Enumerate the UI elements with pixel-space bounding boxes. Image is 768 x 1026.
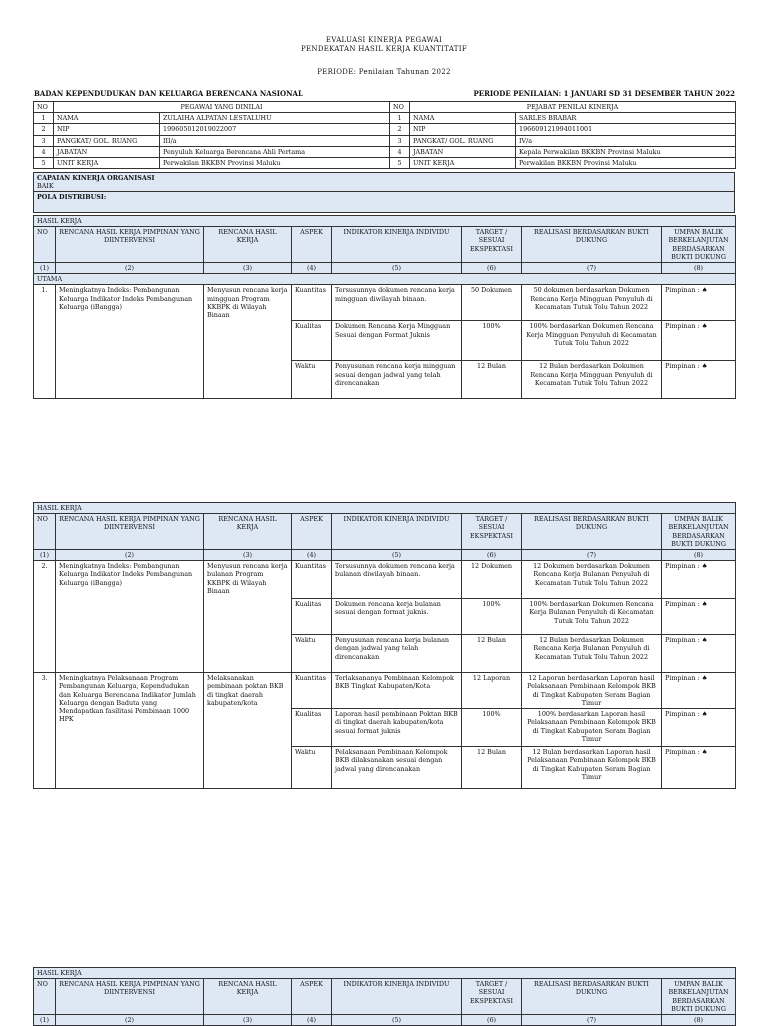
indikator: Tersusunnya dokumen rencana kerja bulanan diwilayah binaan. — [332, 561, 462, 599]
col-no: NO — [390, 102, 410, 113]
target: 12 Bulan — [462, 361, 522, 399]
aspect-row — [34, 285, 736, 321]
aspek: Kuantitas — [292, 561, 332, 599]
utama-label: UTAMA — [34, 274, 736, 285]
row-label: PANGKAT/ GOL. RUANG — [410, 135, 516, 146]
column-header: ASPEK — [292, 227, 332, 263]
indikator: Dokumen Rencana Kerja Mingguan Sesuai dengan Format Juknis — [332, 321, 462, 361]
column-number: (5) — [332, 1014, 462, 1025]
capaian-value: BAIK — [37, 182, 54, 191]
column-header: UMPAN BALIK BERKELANJUTAN BERDASARKAN BUKTI DUKUNG — [662, 514, 736, 550]
column-header: INDIKATOR KINERJA INDIVIDU — [332, 514, 462, 550]
column-number: (8) — [662, 1014, 736, 1025]
pejabat-value: IV/a — [516, 135, 736, 146]
umpan-balik[interactable]: Pimpinan : ♠ — [662, 285, 736, 321]
target: 100% — [462, 599, 522, 635]
identity-row — [34, 146, 736, 157]
pola-title: POLA DISTRIBUSI: — [37, 193, 107, 202]
row-label: PANGKAT/ GOL. RUANG — [54, 135, 160, 146]
column-header: RENCANA HASIL KERJA PIMPINAN YANG DIINTERVENSI — [56, 227, 204, 263]
column-header: NO — [34, 227, 56, 263]
column-number: (5) — [332, 262, 462, 273]
target: 12 Bulan — [462, 635, 522, 673]
column-header: TARGET / SESUAI EKSPEKTASI — [462, 227, 522, 263]
pimpinan-plan: Meningkatnya Indeks: Pembangunan Keluarga Indikator Indeks Pembangunan Keluarga (iBangga) — [56, 285, 204, 399]
indikator: Penyusunan rencana kerja bulanan dengan jadwal yang telah direncanakan — [332, 635, 462, 673]
column-header: RENCANA HASIL KERJA — [204, 514, 292, 550]
column-header: RENCANA HASIL KERJA PIMPINAN YANG DIINTERVENSI — [56, 514, 204, 550]
row-no: 4 — [390, 146, 410, 157]
indikator: Dokumen rencana kerja bulanan sesuai dengan format juknis. — [332, 599, 462, 635]
column-header: RENCANA HASIL KERJA — [204, 979, 292, 1015]
column-number: (2) — [56, 262, 204, 273]
aspek: Kualitas — [292, 321, 332, 361]
realisasi: 100% berdasarkan Dokumen Rencana Kerja Bulanan Penyuluh di Kecamatan Tutuk Tolu Tahun 2022 — [522, 599, 662, 635]
realisasi: 12 Bulan berdasarkan Laporan hasil Pelaksanaan Pembinaan Kelompok BKB di Tingkat Kabupaten Seram Bagian Timur — [522, 747, 662, 789]
column-header: RENCANA HASIL KERJA — [204, 227, 292, 263]
pejabat-value: Kepala Perwakilan BKKBN Provinsi Maluku — [516, 146, 736, 157]
row-label: JABATAN — [410, 146, 516, 157]
target: 12 Laporan — [462, 673, 522, 709]
rencana-hasil-kerja: Menyusun rencana kerja bulanan Program KKBPK di Wilayah Binaan — [204, 561, 292, 673]
column-header: REALISASI BERDASARKAN BUKTI DUKUNG — [522, 514, 662, 550]
realisasi: 12 Laporan berdasarkan Laporan hasil Pelaksanaan Pembinaan Kelompok BKB di Tingkat Kabupaten Seram Bagian Timur — [522, 673, 662, 709]
realisasi: 12 Bulan berdasarkan Dokumen Rencana Kerja Mingguan Penyuluh di Kecamatan Tutuk Tolu Tahun 2022 — [522, 361, 662, 399]
pegawai-value: Penyuluh Keluarga Berencana Ahli Pertama — [160, 146, 390, 157]
row-no: 3 — [390, 135, 410, 146]
aspek: Kualitas — [292, 709, 332, 747]
pegawai-value: Perwakilan BKKBN Provinsi Maluku — [160, 157, 390, 168]
column-number: (8) — [662, 262, 736, 273]
doc-subtitle: PENDEKATAN HASIL KERJA KUANTITATIF — [301, 45, 467, 53]
umpan-balik[interactable]: Pimpinan : ♠ — [662, 673, 736, 709]
row-no: 3 — [34, 135, 54, 146]
item-no: 2. — [34, 561, 56, 673]
right-title: PEJABAT PENILAI KINERJA — [410, 102, 736, 113]
section-title: HASIL KERJA — [34, 216, 736, 227]
pimpinan-plan: Meningkatnya Indeks: Pembangunan Keluarga Indikator Indeks Pembangunan Keluarga (iBangga) — [56, 561, 204, 673]
umpan-balik[interactable]: Pimpinan : ♠ — [662, 747, 736, 789]
aspek: Waktu — [292, 635, 332, 673]
column-header: TARGET / SESUAI EKSPEKTASI — [462, 514, 522, 550]
pimpinan-plan: Meningkatnya Pelaksanaan Program Pembangunan Keluarga, Kependudukan dan Keluarga Berencana Indikator Jumlah Keluarga dengan Baduta yang Mendapatkan fasilitasi Pembinaan 1000 HPK — [56, 673, 204, 789]
column-number: (1) — [34, 1014, 56, 1025]
row-label: NAMA — [410, 113, 516, 124]
column-header: UMPAN BALIK BERKELANJUTAN BERDASARKAN BUKTI DUKUNG — [662, 227, 736, 263]
row-no: 2 — [390, 124, 410, 135]
column-header: NO — [34, 514, 56, 550]
capaian-title: CAPAIAN KINERJA ORGANISASI — [37, 174, 155, 182]
column-number: (2) — [56, 549, 204, 560]
pegawai-value: 199605012019022007 — [160, 124, 390, 135]
period-range: PERIODE PENILAIAN: 1 JANUARI SD 31 DESEMBER TAHUN 2022 — [473, 89, 735, 98]
column-number: (6) — [462, 549, 522, 560]
umpan-balik[interactable]: Pimpinan : ♠ — [662, 361, 736, 399]
column-number: (8) — [662, 549, 736, 560]
pegawai-value: III/a — [160, 135, 390, 146]
hasil-kerja-table-2 — [33, 502, 736, 789]
row-no: 1 — [34, 113, 54, 124]
capaian-table — [33, 172, 735, 213]
column-number: (7) — [522, 1014, 662, 1025]
column-number: (4) — [292, 1014, 332, 1025]
row-no: 2 — [34, 124, 54, 135]
column-header: RENCANA HASIL KERJA PIMPINAN YANG DIINTERVENSI — [56, 979, 204, 1015]
pegawai-value: ZULAIHA ALPATAN LESTALUHU — [160, 113, 390, 124]
section-title: HASIL KERJA — [34, 968, 736, 979]
realisasi: 100% berdasarkan Dokumen Rencana Kerja Mingguan Penyuluh di Kecamatan Tutuk Tolu Tahun 2022 — [522, 321, 662, 361]
column-number: (6) — [462, 1014, 522, 1025]
column-number: (3) — [204, 1014, 292, 1025]
column-header: UMPAN BALIK BERKELANJUTAN BERDASARKAN BUKTI DUKUNG — [662, 979, 736, 1015]
item-no: 3. — [34, 673, 56, 789]
pejabat-value: 196609121994011001 — [516, 124, 736, 135]
column-header: TARGET / SESUAI EKSPEKTASI — [462, 979, 522, 1015]
indikator: Pelaksanaan Pembinaan Kelompok BKB dilaksanakan sesuai dengan jadwal yang direncanakan — [332, 747, 462, 789]
column-number: (5) — [332, 549, 462, 560]
column-number: (1) — [34, 262, 56, 273]
row-label: UNIT KERJA — [410, 157, 516, 168]
hasil-kerja-table-3 — [33, 967, 736, 1026]
umpan-balik[interactable]: Pimpinan : ♠ — [662, 599, 736, 635]
realisasi: 50 dokumen berdasarkan Dokumen Rencana Kerja Mingguan Penyuluh di Kecamatan Tutuk Tolu Tahun 2022 — [522, 285, 662, 321]
row-label: NAMA — [54, 113, 160, 124]
column-header: REALISASI BERDASARKAN BUKTI DUKUNG — [522, 979, 662, 1015]
identity-row — [34, 124, 736, 135]
column-number: (7) — [522, 262, 662, 273]
column-number: (4) — [292, 262, 332, 273]
realisasi: 12 Bulan berdasarkan Dokumen Rencana Kerja Bulanan Penyuluh di Kecamatan Tutuk Tolu Tahun 2022 — [522, 635, 662, 673]
aspect-row — [34, 673, 736, 709]
target: 50 Dokumen — [462, 285, 522, 321]
indikator: Tersusunnya dokumen rencana kerja mingguan diwilayah binaan. — [332, 285, 462, 321]
column-header: ASPEK — [292, 514, 332, 550]
realisasi: 100% berdasarkan Laporan hasil Pelaksanaan Pembinaan Kelompok BKB di Tingkat Kabupaten Seram Bagian Timur — [522, 709, 662, 747]
realisasi: 12 Dokumen berdasarkan Dokumen Rencana Kerja Bulanan Penyuluh di Kecamatan Tutuk Tolu Tahun 2022 — [522, 561, 662, 599]
item-no: 1. — [34, 285, 56, 399]
column-number: (4) — [292, 549, 332, 560]
aspek: Kualitas — [292, 599, 332, 635]
doc-title: EVALUASI KINERJA PEGAWAI — [325, 36, 443, 44]
row-no: 5 — [390, 157, 410, 168]
section-title: HASIL KERJA — [34, 503, 736, 514]
column-header: ASPEK — [292, 979, 332, 1015]
target: 100% — [462, 321, 522, 361]
aspek: Waktu — [292, 361, 332, 399]
aspek: Waktu — [292, 747, 332, 789]
column-header: INDIKATOR KINERJA INDIVIDU — [332, 227, 462, 263]
column-number: (3) — [204, 549, 292, 560]
row-label: NIP — [410, 124, 516, 135]
column-number: (3) — [204, 262, 292, 273]
target: 12 Bulan — [462, 747, 522, 789]
row-label: NIP — [54, 124, 160, 135]
row-no: 1 — [390, 113, 410, 124]
organization-name: BADAN KEPENDUDUKAN DAN KELUARGA BERENCANA NASIONAL — [34, 89, 303, 98]
hasil-kerja-table-1 — [33, 215, 736, 399]
aspek: Kuantitas — [292, 673, 332, 709]
row-no: 5 — [34, 157, 54, 168]
target: 100% — [462, 709, 522, 747]
rencana-hasil-kerja: Menyusun rencana kerja mingguan Program KKBPK di Wilayah Binaan — [204, 285, 292, 399]
umpan-balik[interactable]: Pimpinan : ♠ — [662, 635, 736, 673]
column-number: (1) — [34, 549, 56, 560]
column-header: NO — [34, 979, 56, 1015]
umpan-balik[interactable]: Pimpinan : ♠ — [662, 709, 736, 747]
row-label: JABATAN — [54, 146, 160, 157]
target: 12 Dokumen — [462, 561, 522, 599]
column-number: (2) — [56, 1014, 204, 1025]
column-number: (6) — [462, 262, 522, 273]
aspek: Kuantitas — [292, 285, 332, 321]
row-label: UNIT KERJA — [54, 157, 160, 168]
umpan-balik[interactable]: Pimpinan : ♠ — [662, 321, 736, 361]
indikator: Terlaksananya Pembinaan Kelompok BKB Tingkat Kabupaten/Kota — [332, 673, 462, 709]
identity-row — [34, 157, 736, 168]
identity-row — [34, 135, 736, 146]
pejabat-value: SARLES BRABAR — [516, 113, 736, 124]
row-no: 4 — [34, 146, 54, 157]
doc-period: PERIODE: Penilaian Tahunan 2022 — [317, 68, 451, 76]
identity-row — [34, 113, 736, 124]
indikator: Penyusunan rencana kerja mingguan sesuai dengan jadwal yang telah direncanakan — [332, 361, 462, 399]
column-header: INDIKATOR KINERJA INDIVIDU — [332, 979, 462, 1015]
umpan-balik[interactable]: Pimpinan : ♠ — [662, 561, 736, 599]
pejabat-value: Perwakilan BKKBN Provinsi Maluku — [516, 157, 736, 168]
left-title: PEGAWAI YANG DINILAI — [54, 102, 390, 113]
indikator: Laporan hasil pembinaan Poktan BKB di tingkat daerah kabupaten/kota sesuai format juknis — [332, 709, 462, 747]
aspect-row — [34, 561, 736, 599]
col-no: NO — [34, 102, 54, 113]
identity-table — [33, 101, 736, 169]
column-header: REALISASI BERDASARKAN BUKTI DUKUNG — [522, 227, 662, 263]
rencana-hasil-kerja: Melaksanakan pembinaan poktan BKB di tingkat daerah kabupaten/kota — [204, 673, 292, 789]
column-number: (7) — [522, 549, 662, 560]
